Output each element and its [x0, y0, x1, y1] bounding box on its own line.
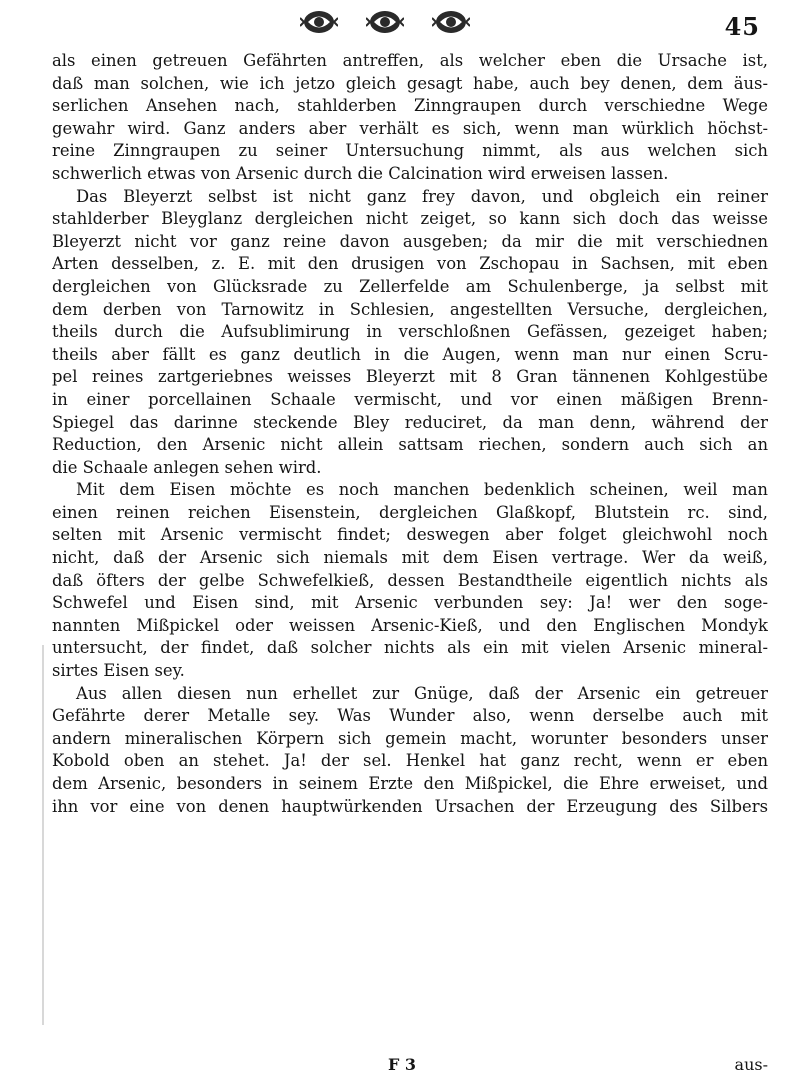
text-line: nannten Mißpickel oder weissen Arsenic-Kieß, und den Englischen Mondyk — [52, 615, 768, 635]
text-line: stahlderber Bleyglanz dergleichen nicht zeiget, so kann sich doch das weisse — [52, 209, 768, 229]
text-line: dergleichen von Glücksrade zu Zellerfelde am Schulenberge, ja selbst mit — [52, 276, 768, 296]
margin-shadow — [42, 645, 44, 1025]
text-line: Mit dem Eisen möchte es noch manchen bedenklich scheinen, weil man — [76, 480, 768, 500]
text-line: Reduction, den Arsenic nicht allein sattsam riechen, sondern auch sich an — [52, 435, 768, 455]
text-line: daß man solchen, wie ich jetzo gleich gesagt habe, auch bey denen, dem äus- — [52, 73, 768, 93]
ornament-icon — [366, 7, 404, 37]
text-line: selten mit Arsenic vermischt findet; deswegen aber folget gleichwohl noch — [52, 525, 768, 545]
catchword: aus- — [734, 1055, 768, 1074]
page-header — [0, 4, 800, 44]
text-line: untersucht, der findet, daß solcher nichts als ein mit vielen Arsenic mineral- — [52, 638, 768, 658]
text-line: ihn vor eine von denen hauptwürkenden Ursachen der Erzeugung des Silbers — [52, 796, 768, 816]
signature-mark: F 3 — [388, 1055, 417, 1074]
header-ornaments — [300, 4, 470, 40]
text-line: dem Arsenic, besonders in seinem Erzte den Mißpickel, die Ehre erweiset, und — [52, 774, 768, 793]
text-line: Das Bleyerzt selbst ist nicht ganz frey davon, und obgleich ein reiner — [76, 186, 768, 206]
text-line: in einer porcellainen Schaale vermischt, und vor einen mäßigen Brenn- — [52, 389, 768, 409]
body-text — [52, 50, 768, 818]
text-line: serlichen Ansehen nach, stahlderben Zinngraupen durch verschiedne Wege — [52, 96, 768, 116]
text-line: Aus allen diesen nun erhellet zur Gnüge, daß der Arsenic ein getreuer — [76, 683, 768, 703]
text-line: Spiegel das darinne steckende Bley reduciret, da man denn, während der — [52, 412, 768, 432]
text-line: Schwefel und Eisen sind, mit Arsenic verbunden sey: Ja! wer den soge- — [52, 593, 768, 613]
text-line: pel reines zartgeriebnes weisses Bleyerzt mit 8 Gran tännenen Kohlgestübe — [52, 367, 768, 387]
page-number: 45 — [724, 12, 760, 41]
text-line: sirtes Eisen sey. — [52, 661, 185, 681]
text-line: dem derben von Tarnowitz in Schlesien, angestellten Versuche, dergleichen, — [52, 299, 768, 319]
text-line: gewahr wird. Ganz anders aber verhält es sich, wenn man würklich höchst- — [52, 118, 768, 138]
text-line: Arten desselben, z. E. mit den drusigen von Zschopau in Sachsen, mit eben — [52, 254, 768, 274]
text-line: andern mineralischen Körpern sich gemein macht, worunter besonders unser — [52, 728, 768, 748]
text-line: nicht, daß der Arsenic sich niemals mit dem Eisen vertrage. Wer da weiß, — [52, 548, 768, 568]
text-line: einen reinen reichen Eisenstein, dergleichen Glaßkopf, Blutstein rc. sind, — [52, 502, 768, 522]
text-line: Gefährte derer Metalle sey. Was Wunder also, wenn derselbe auch mit — [52, 706, 768, 726]
text-line: die Schaale anlegen sehen wird. — [52, 457, 322, 477]
text-line: als einen getreuen Gefährten antreffen, als welcher eben die Ursache ist, — [52, 51, 768, 70]
text-line: Bleyerzt nicht vor ganz reine davon ausgeben; da mir die mit verschiednen — [52, 231, 768, 251]
text-line: Kobold oben an stehet. Ja! der sel. Henkel hat ganz recht, wenn er eben — [52, 751, 768, 771]
ornament-icon — [432, 7, 470, 37]
text-line: schwerlich etwas von Arsenic durch die Calcination wird erweisen lassen. — [52, 163, 669, 183]
text-line: daß öfters der gelbe Schwefelkieß, dessen Bestandtheile eigentlich nichts als — [52, 570, 768, 590]
ornament-icon — [300, 7, 338, 37]
text-line: theils durch die Aufsublimirung in verschloßnen Gefässen, gezeiget haben; — [52, 322, 768, 342]
text-line: reine Zinngraupen zu seiner Untersuchung nimmt, als aus welchen sich — [52, 141, 768, 161]
page-footer — [52, 1055, 768, 1081]
text-line: theils aber fällt es ganz deutlich in die Augen, wenn man nur einen Scru- — [52, 344, 768, 364]
